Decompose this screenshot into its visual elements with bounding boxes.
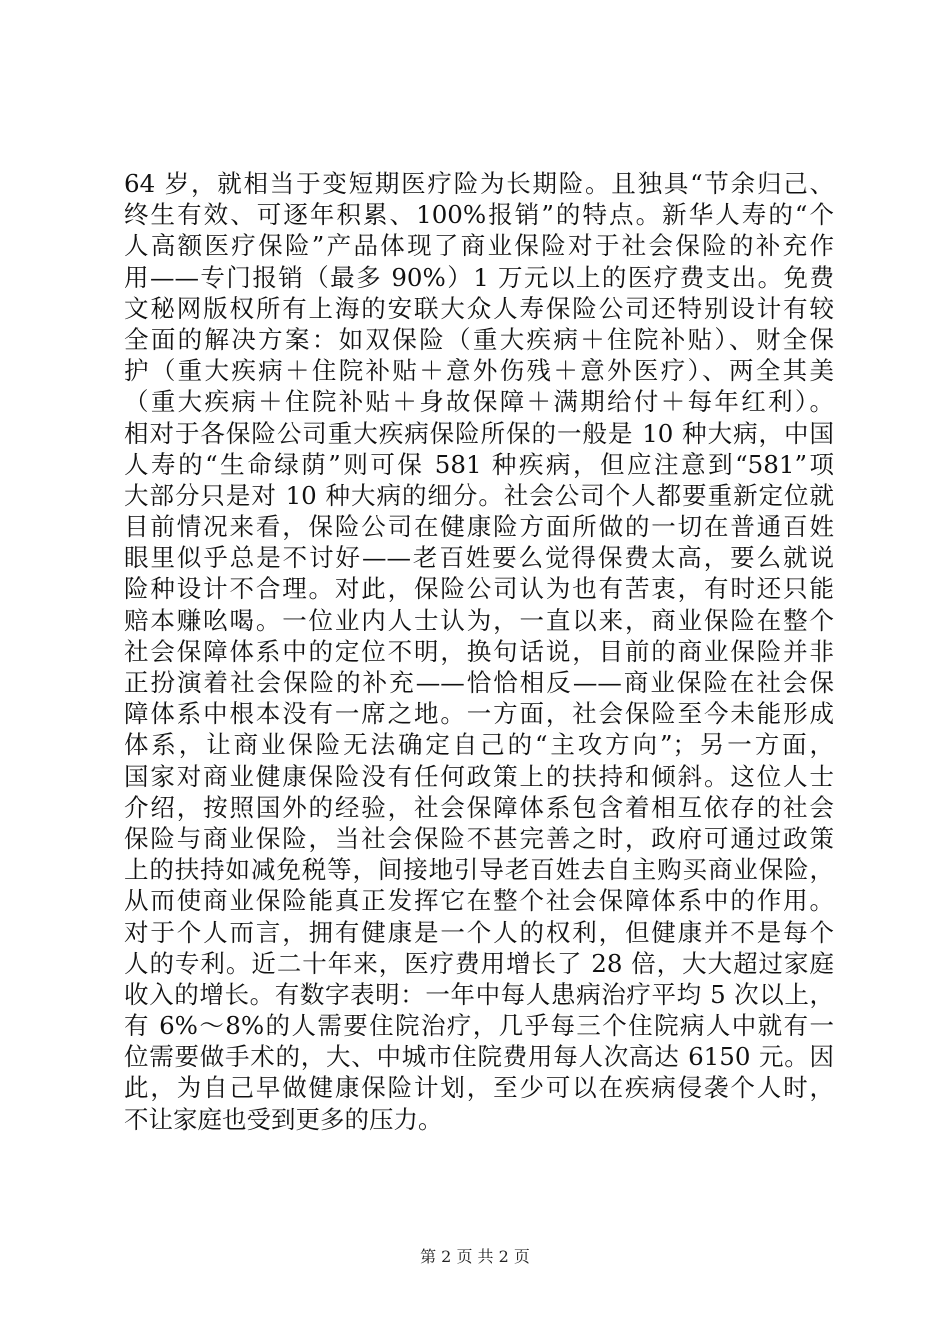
text-line: 此，为自己早做健康保险计划，至少可以在疾病侵袭个人时，: [124, 1073, 834, 1103]
text-line: 文秘网版权所有上海的安联大众人寿保险公司还特别设计有较: [124, 293, 834, 323]
text-line: 人高额医疗保险”产品体现了商业保险对于社会保险的补充作: [124, 231, 834, 261]
text-line: 大部分只是对 10 种大病的细分。社会公司个人都要重新定位就: [124, 480, 834, 510]
text-line: 位需要做手术的，大、中城市住院费用每人次高达 6150 元。因: [124, 1042, 834, 1072]
text-line: 从而使商业保险能真正发挥它在整个社会保障体系中的作用。: [124, 886, 834, 916]
text-line: 人寿的“生命绿荫”则可保 581 种疾病，但应注意到“581”项: [124, 449, 834, 479]
text-line: 护（重大疾病＋住院补贴＋意外伤残＋意外医疗）、两全其美: [124, 356, 834, 386]
text-line: 体系，让商业保险无法确定自己的“主攻方向”；另一方面，: [124, 730, 834, 760]
text-line: 赔本赚吆喝。一位业内人士认为，一直以来，商业保险在整个: [124, 605, 834, 635]
text-line: 对于个人而言，拥有健康是一个人的权利，但健康并不是每个: [124, 917, 834, 947]
page-number-footer: 第 2 页 共 2 页: [420, 1247, 530, 1266]
text-line: 终生有效、可逐年积累、100%报销”的特点。新华人寿的“个: [124, 200, 834, 230]
text-line: 全面的解决方案：如双保险（重大疾病＋住院补贴）、财全保: [124, 324, 834, 354]
text-line: 国家对商业健康保险没有任何政策上的扶持和倾斜。这位人士: [124, 761, 834, 791]
text-line: （重大疾病＋住院补贴＋身故保障＋满期给付＋每年红利）。: [124, 387, 834, 417]
text-line: 相对于各保险公司重大疾病保险所保的一般是 10 种大病，中国: [124, 418, 834, 448]
text-line: 目前情况来看，保险公司在健康险方面所做的一切在普通百姓: [124, 512, 834, 542]
text-line: 用——专门报销（最多 90%）1 万元以上的医疗费支出。免费: [124, 262, 834, 292]
text-line: 介绍，按照国外的经验，社会保障体系包含着相互依存的社会: [124, 792, 834, 822]
text-line: 眼里似乎总是不讨好——老百姓要么觉得保费太高，要么就说: [124, 543, 834, 573]
text-line: 64 岁，就相当于变短期医疗险为长期险。且独具“节余归己、: [124, 169, 834, 198]
text-line: 险种设计不合理。对此，保险公司认为也有苦衷，有时还只能: [124, 574, 834, 604]
text-line: 正扮演着社会保险的补充——恰恰相反——商业保险在社会保: [124, 668, 834, 697]
text-line: 障体系中根本没有一席之地。一方面，社会保险至今未能形成: [124, 699, 834, 729]
text-line: 保险与商业保险，当社会保险不甚完善之时，政府可通过政策: [124, 823, 834, 853]
body-text: [124, 168, 834, 1135]
text-line: 人的专利。近二十年来，医疗费用增长了 28 倍，大大超过家庭: [124, 948, 834, 978]
text-line: 不让家庭也受到更多的压力。: [124, 1104, 443, 1134]
text-line: 社会保障体系中的定位不明，换句话说，目前的商业保险并非: [124, 636, 834, 666]
text-line: 上的扶持如减免税等，间接地引导老百姓去自主购买商业保险，: [124, 855, 834, 885]
text-line: 有 6%～8%的人需要住院治疗，几乎每三个住院病人中就有一: [124, 1011, 834, 1041]
text-line: 收入的增长。有数字表明：一年中每人患病治疗平均 5 次以上，: [124, 979, 834, 1009]
